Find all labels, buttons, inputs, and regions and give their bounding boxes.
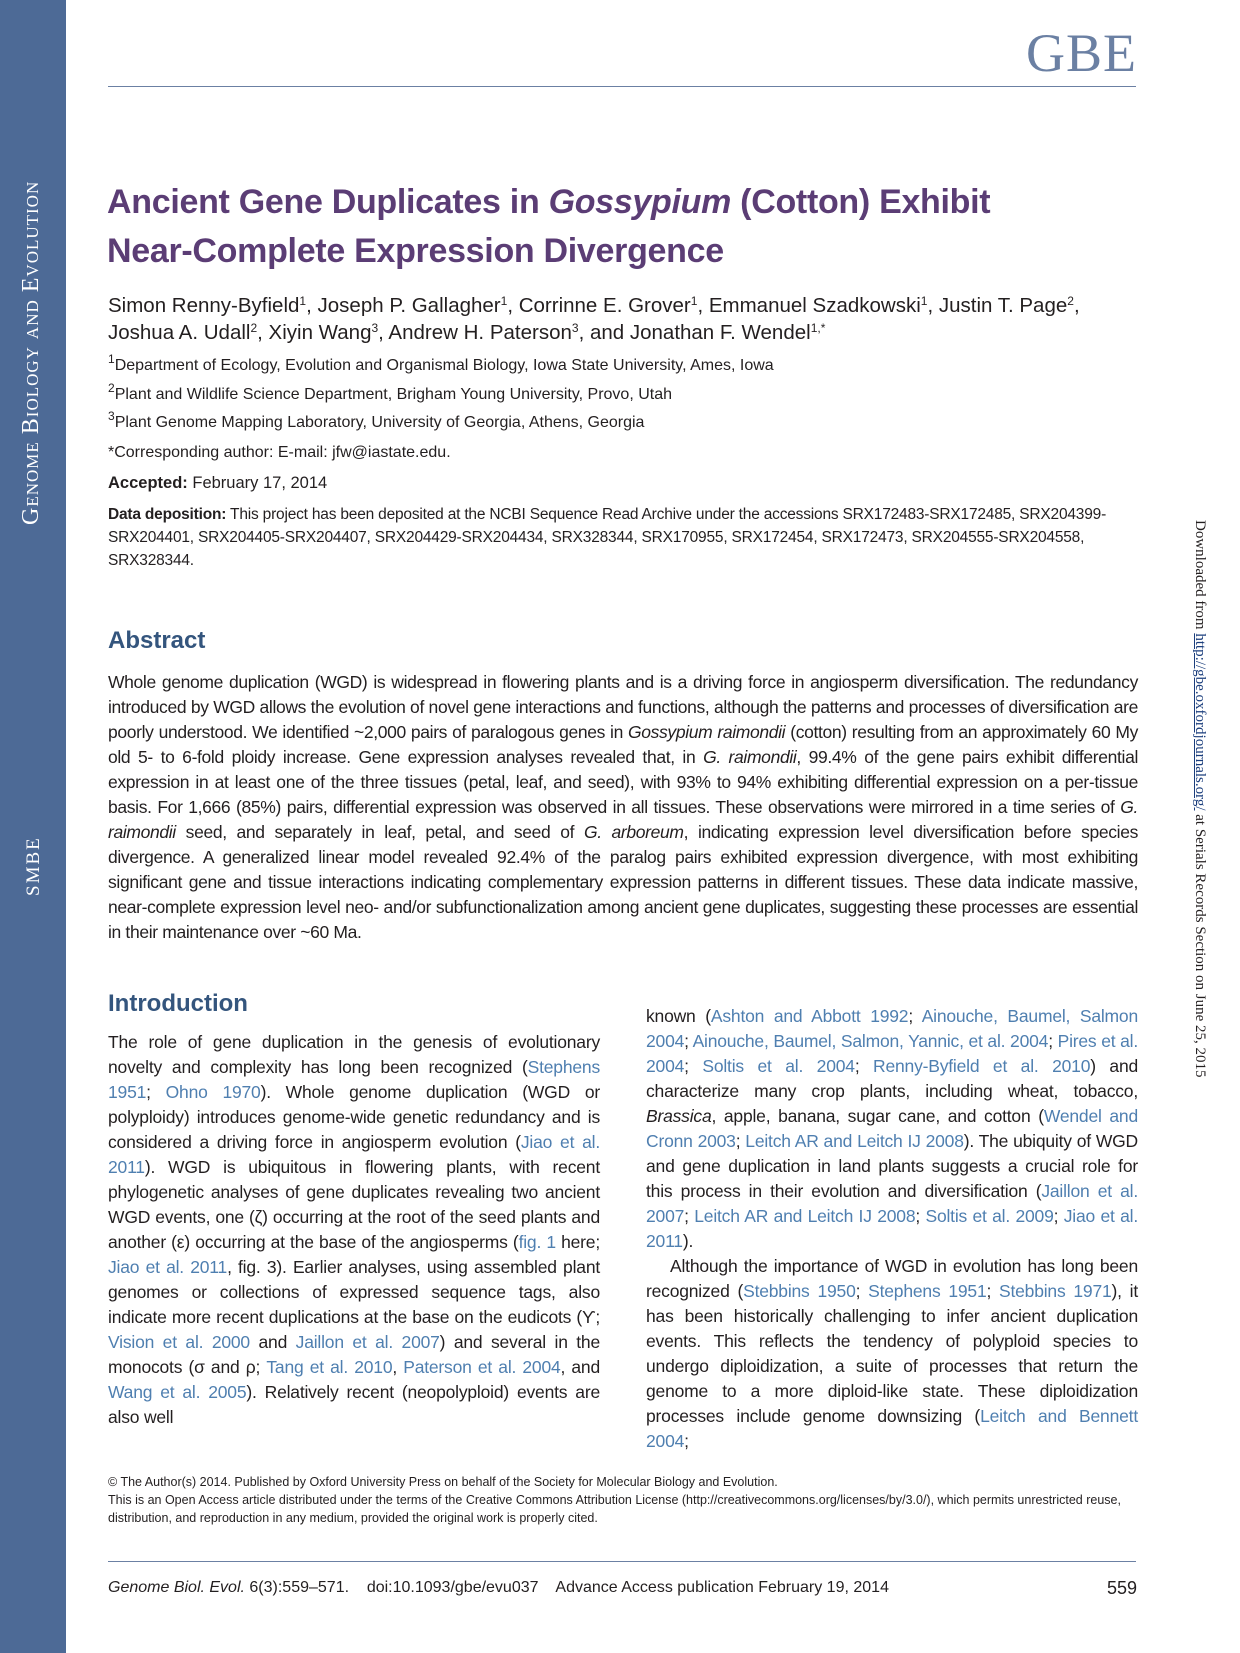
intro-paragraph: [108, 1030, 600, 1430]
introduction-heading: Introduction: [108, 990, 248, 1017]
author-affiliation-sup: 1,*: [810, 321, 826, 335]
data-deposition: [108, 503, 1138, 572]
body-text: , and: [560, 1357, 601, 1377]
header-rule: [108, 86, 1136, 87]
data-deposition-text: This project has been deposited at the NCBI Sequence Read Archive under the accessions SRX172483-SRX172485, SRX204399-SRX204401, SRX204405-SRX204407, SRX204429-SRX204434, SRX328344, SRX170955, SRX172454, SRX172473, SRX204555-SRX204558, SRX328344.: [108, 506, 1107, 569]
abstract-text: Whole genome duplication (WGD) is widespread in flowering plants and is a driving force in angiosperm diversification. The redundancy introduced by WGD allows the evolution of novel gene interactions and functions, although the patterns and processes of diversification are poorly understood. We identified ~2,000 pairs of paralogous genes in: [108, 672, 1138, 742]
body-text: ). The ubiquity of WGD and gene duplication in land plants suggests a crucial role for this process in their evolution and diversification (: [646, 1131, 1138, 1201]
society-label: SMBE: [23, 836, 44, 896]
body-text: ;: [908, 1006, 922, 1026]
affiliation-sup: 3: [108, 409, 115, 423]
reference-link[interactable]: Renny-Byfield et al. 2010: [873, 1056, 1091, 1076]
intro-column-left: [108, 1030, 600, 1430]
body-text: ;: [1053, 1206, 1064, 1226]
body-text: ;: [854, 1056, 874, 1076]
license-notice: [108, 1473, 1143, 1527]
author-name: Joseph P. Gallagher: [317, 294, 501, 317]
download-note: [1191, 520, 1208, 1078]
body-text: ). WGD is ubiquitous in flowering plants, with recent phylogenetic analyses of gene duplicates revealing two ancient WGD events, one (ζ) occurring at the root of the seed plants and another (ε) occurring at the base of the angiosperms (: [108, 1157, 600, 1252]
download-url-link[interactable]: http://gbe.oxfordjournals.org/: [1192, 633, 1208, 811]
citation-details: 6(3):559–571. doi:10.1093/gbe/evu037 Advance Access publication February 19, 2014: [244, 1579, 889, 1596]
journal-name: Genome Biology and Evolution: [18, 180, 44, 525]
reference-link[interactable]: Soltis et al. 2009: [925, 1206, 1054, 1226]
download-suffix: at Serials Records Section on June 25, 2015: [1192, 810, 1208, 1078]
author-affiliation-sup: 3: [371, 321, 379, 335]
affiliation-3: [108, 409, 645, 432]
affiliation-2: [108, 381, 672, 404]
data-deposition-label: Data deposition:: [108, 506, 227, 523]
abstract-species: G. raimondii: [703, 747, 797, 767]
reference-link[interactable]: Stephens 1951: [108, 1057, 600, 1102]
author-name: Jonathan F. Wendel: [629, 321, 811, 344]
affiliation-text: Department of Ecology, Evolution and Organismal Biology, Iowa State University, Ames, Iowa: [114, 357, 774, 374]
body-text: ;: [915, 1206, 926, 1226]
reference-link[interactable]: Soltis et al. 2004: [702, 1056, 855, 1076]
footer-rule: [108, 1561, 1136, 1562]
author-name: Justin T. Page: [938, 294, 1068, 317]
body-text: Although the importance of WGD in evolution has long been recognized (: [646, 1256, 1138, 1301]
reference-link[interactable]: Leitch and Bennett 2004: [646, 1406, 1138, 1451]
body-text: ) and characterize many crop plants, including wheat, tobacco,: [646, 1056, 1139, 1101]
author-name: Joshua A. Udall: [108, 321, 251, 344]
author-affiliation-sup: 1: [299, 294, 307, 308]
title-part1: Ancient Gene Duplicates in: [107, 183, 549, 221]
italic-term: Brassica: [646, 1106, 712, 1126]
affiliation-text: Plant and Wildlife Science Department, Brigham Young University, Provo, Utah: [114, 386, 672, 403]
author-affiliation-sup: 1: [690, 294, 698, 308]
body-text: here;: [555, 1232, 600, 1252]
affiliation-sup: 1: [108, 352, 115, 366]
abstract-text: (cotton) resulting from an approximately 60 My old 5- to 6-fold ploidy increase. Gene expression analyses revealed that, in: [108, 722, 1138, 767]
reference-link[interactable]: Wendel and Cronn 2003: [646, 1106, 1138, 1151]
abstract-species: Gossypium raimondii: [627, 722, 786, 742]
journal-sidebar: [0, 0, 66, 1653]
reference-link[interactable]: Jiao et al. 2011: [646, 1206, 1138, 1251]
author-separator: ,: [257, 321, 269, 344]
body-text: ). Relatively recent (neopolyploid) events are also well: [108, 1382, 600, 1427]
body-text: and: [249, 1332, 296, 1352]
title-part2: (Cotton) Exhibit: [731, 183, 991, 221]
body-text: , apple, banana, sugar cane, and cotton (: [711, 1106, 1044, 1126]
abstract-species: G. arboreum: [583, 822, 684, 842]
body-text: ;: [986, 1281, 1000, 1301]
reference-link[interactable]: Stephens 1951: [868, 1281, 987, 1301]
author-separator: ,: [378, 321, 389, 344]
abstract-body: [108, 670, 1138, 945]
reference-link[interactable]: Wang et al. 2005: [108, 1382, 247, 1402]
body-text: ;: [684, 1431, 689, 1451]
intro-paragraph: [646, 1004, 1138, 1254]
author-affiliation-sup: 1: [500, 294, 508, 308]
article-title: [107, 178, 1127, 276]
affiliation-1: [108, 352, 774, 375]
download-prefix: Downloaded from: [1192, 520, 1208, 634]
reference-link[interactable]: Stebbins 1950: [743, 1281, 856, 1301]
abstract-text: , 99.4% of the gene pairs exhibit differential expression in at least one of the three tissues (petal, leaf, and seed), with 93% to 94% exhibiting differential expression on a per-tissue basis. For 1,666 (85%) pairs, differential expression was observed in all tissues. These observations were mirrored in a time series of: [108, 747, 1139, 817]
body-text: ;: [735, 1131, 746, 1151]
affiliation-sup: 2: [108, 381, 115, 395]
affiliation-text: Plant Genome Mapping Laboratory, University of Georgia, Athens, Georgia: [114, 414, 645, 431]
reference-link[interactable]: Ainouche, Baumel, Salmon, Yannic, et al. 2004: [692, 1031, 1049, 1051]
body-text: ;: [684, 1031, 693, 1051]
body-text: ;: [1048, 1031, 1058, 1051]
body-text: ;: [855, 1281, 869, 1301]
reference-link[interactable]: Leitch AR and Leitch IJ 2008: [745, 1131, 964, 1151]
author-list: [108, 292, 1138, 346]
body-text: ), it has been historically challenging to infer ancient duplication events. This reflects the tendency of polyploid species to undergo diploidization, a suite of processes that return the genome to a more diploid-like state. These diploidization processes include genome downsizing (: [646, 1281, 1139, 1426]
author-affiliation-sup: 2: [250, 321, 258, 335]
reference-link[interactable]: Ainouche, Baumel, Salmon 2004: [646, 1006, 1139, 1051]
reference-link[interactable]: fig. 1: [518, 1232, 556, 1252]
accepted-date: [108, 474, 327, 493]
author-affiliation-sup: 3: [571, 321, 579, 335]
footer-citation: [108, 1579, 889, 1597]
body-text: known (: [646, 1006, 711, 1026]
author-affiliation-sup: 2: [1067, 294, 1074, 308]
reference-link[interactable]: Tang et al. 2010: [266, 1357, 393, 1377]
reference-link[interactable]: Paterson et al. 2004: [403, 1357, 561, 1377]
abstract-species: G. raimondii: [108, 797, 1138, 842]
abstract-text: , indicating expression level diversification before species divergence. A generalized linear model revealed 92.4% of the paralog pairs exhibited expression divergence, with most exhibiting significant gene and tissue interactions indicating complementary expression patterns in different tissues. These data indicate massive, near-complete expression level neo- and/or subfunctionalization among ancient gene duplicates, suggesting these processes are essential in their maintenance over ~60 Ma.: [108, 822, 1138, 942]
reference-link[interactable]: Leitch AR and Leitch IJ 2008: [694, 1206, 916, 1226]
reference-link[interactable]: Jaillon et al. 2007: [295, 1332, 440, 1352]
author-separator: ,: [1073, 294, 1080, 317]
author-name: Simon Renny-Byfield: [108, 294, 300, 317]
body-text: ;: [146, 1082, 166, 1102]
body-text: ).: [682, 1231, 694, 1251]
page-number: 559: [1106, 1578, 1137, 1598]
reference-link[interactable]: Ashton and Abbott 1992: [710, 1006, 909, 1026]
body-text: The role of gene duplication in the genesis of evolutionary novelty and complexity has long been recognized (: [108, 1032, 600, 1077]
abstract-text: seed, and separately in leaf, petal, and seed of: [175, 822, 584, 842]
title-line2: Near-Complete Expression Divergence: [107, 232, 724, 270]
reference-link[interactable]: Jiao et al. 2011: [108, 1132, 600, 1177]
journal-abbrev: Genome Biol. Evol.: [108, 1579, 245, 1596]
accepted-value: February 17, 2014: [187, 474, 328, 492]
reference-link[interactable]: Pires et al. 2004: [646, 1031, 1139, 1076]
body-text: ;: [684, 1206, 695, 1226]
body-text: ,: [392, 1357, 404, 1377]
body-text: ;: [684, 1056, 703, 1076]
body-text: ) and several in the monocots (σ and ρ;: [108, 1332, 600, 1377]
abstract-heading: Abstract: [108, 627, 206, 654]
author-separator: , and: [578, 321, 630, 344]
author-separator: ,: [507, 294, 519, 317]
author-affiliation-sup: 1: [920, 294, 928, 308]
author-name: Xiyin Wang: [268, 321, 372, 344]
license-text: This is an Open Access article distributed under the terms of the Creative Commons Attribution License (http://creativecommons.org/licenses/by/3.0/), which permits unrestricted reuse, distribution, and reproduction in any medium, provided the original work is properly cited.: [108, 1493, 1121, 1525]
author-separator: ,: [697, 294, 709, 317]
author-name: Andrew H. Paterson: [388, 321, 572, 344]
intro-paragraph: [646, 1254, 1138, 1454]
body-text: , fig. 3). Earlier analyses, using assembled plant genomes or collections of expressed sequence tags, also indicate more recent duplications at the base on the eudicots (ϒ;: [108, 1257, 601, 1327]
intro-column-right: [646, 1004, 1138, 1454]
gbe-logo: GBE: [1026, 23, 1137, 83]
reference-link[interactable]: Jiao et al. 2011: [108, 1257, 228, 1277]
reference-link[interactable]: Ohno 1970: [165, 1082, 261, 1102]
author-name: Corrinne E. Grover: [518, 294, 691, 317]
reference-link[interactable]: Stebbins 1971: [999, 1281, 1112, 1301]
accepted-label: Accepted:: [108, 474, 188, 492]
reference-link[interactable]: Vision et al. 2000: [108, 1332, 250, 1352]
reference-link[interactable]: Jaillon et al. 2007: [646, 1181, 1138, 1226]
copyright-line: © The Author(s) 2014. Published by Oxford University Press on behalf of the Society for Molecular Biology and Evolution.: [108, 1475, 778, 1489]
author-separator: ,: [927, 294, 939, 317]
title-italic: Gossypium: [548, 183, 732, 221]
body-text: ). Whole genome duplication (WGD or polyploidy) introduces genome-wide genetic redundancy and is considered a driving force in angiosperm evolution (: [108, 1082, 600, 1152]
author-separator: ,: [306, 294, 318, 317]
corresponding-author: *Corresponding author: E-mail: jfw@iastate.edu.: [108, 444, 451, 461]
author-name: Emmanuel Szadkowski: [708, 294, 921, 317]
